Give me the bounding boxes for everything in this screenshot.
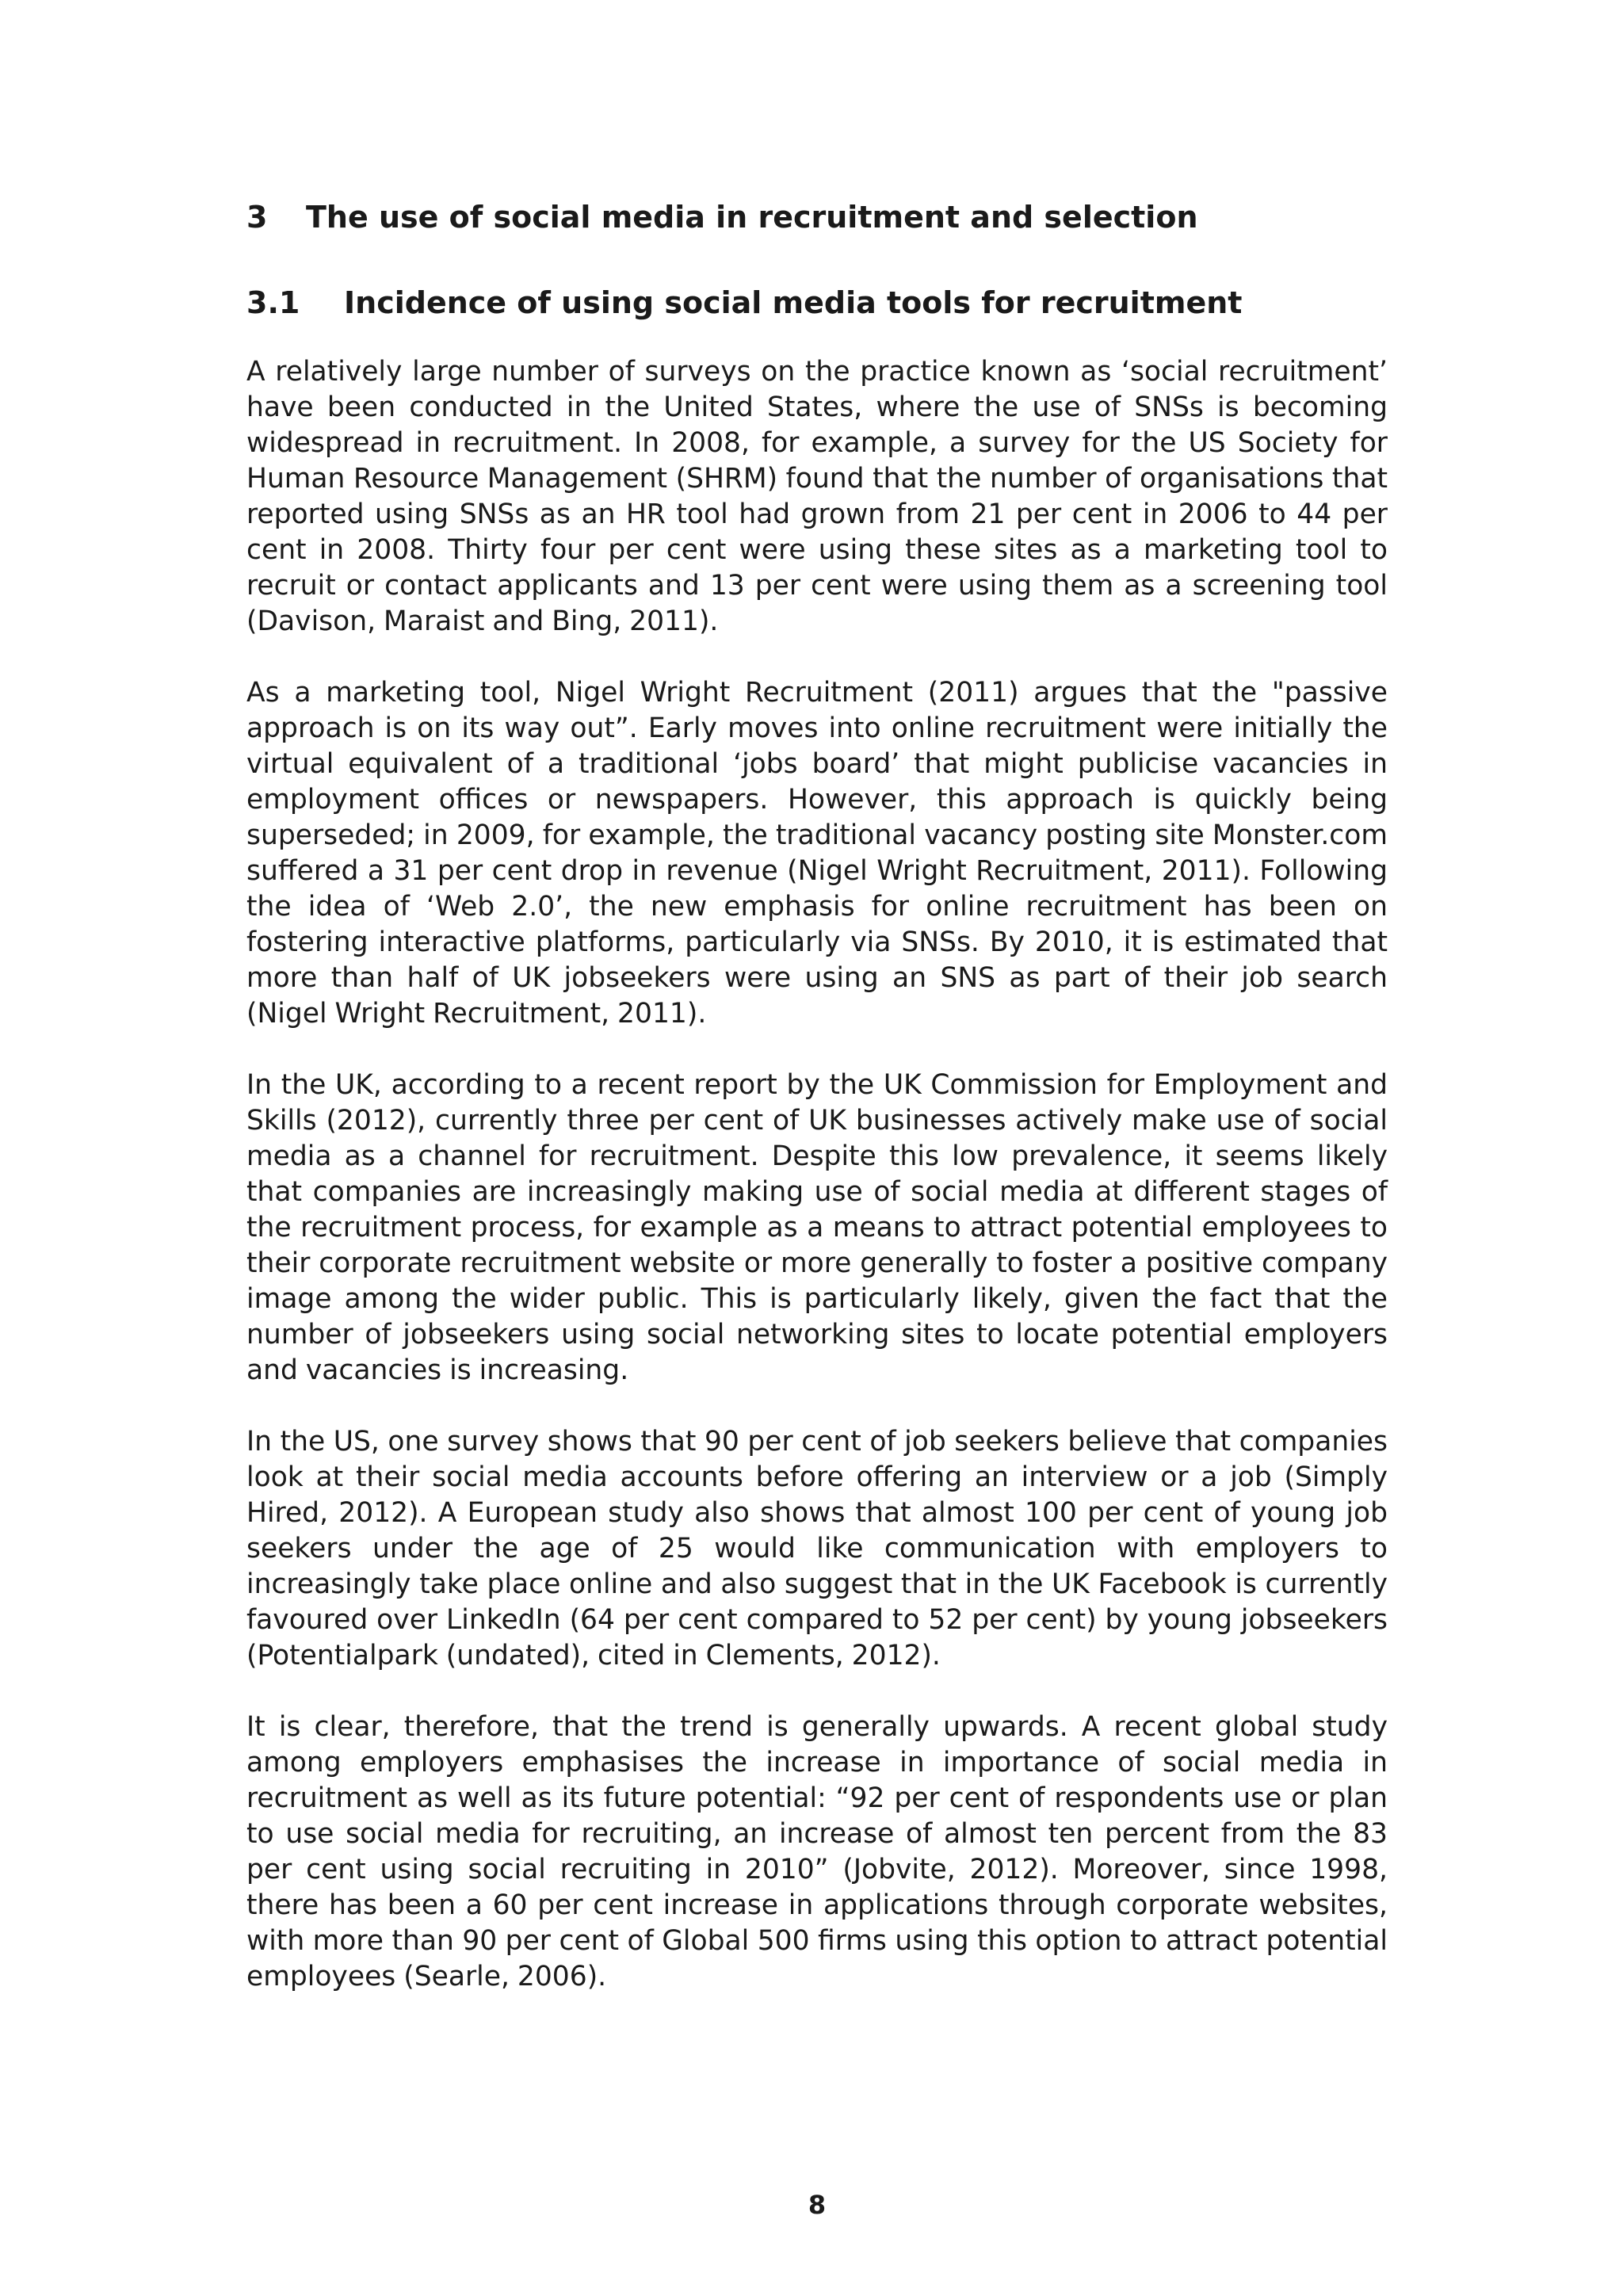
document-page xyxy=(246,0,1388,2296)
paragraph-4: In the US, one survey shows that 90 per cent of job seekers believe that companies look at their social media accounts before offering an interview or a job (Simply Hired, 2012). A European study also shows that almost 100 per cent of young job seekers under the age of 25 would like communication with employers to increasingly take place online and also suggest that in the UK Facebook is currently favoured over LinkedIn (64 per cent compared to 52 per cent) by young jobseekers (Potentialpark (undated), cited in Clements, 2012). xyxy=(246,1426,1388,1671)
section-title: The use of social media in recruitment and selection xyxy=(306,200,1198,235)
body-text xyxy=(246,354,1388,2030)
paragraph-1: A relatively large number of surveys on the practice known as ‘social recruitment’ have been conducted in the United States, where the use of SNSs is becoming widespread in recruitment. In 2008, for example, a survey for the US Society for Human Resource Management (SHRM) found that the number of organisations that reported using SNSs as an HR tool had grown from 21 per cent in 2006 to 44 per cent in 2008. Thirty four per cent were using these sites as a marketing tool to recruit or contact applicants and 13 per cent were using them as a screening tool (Davison, Maraist and Bing, 2011). xyxy=(246,356,1388,637)
section-number: 3 xyxy=(246,200,268,235)
paragraph-2: As a marketing tool, Nigel Wright Recruitment (2011) argues that the "passive approach is on its way out”. Early moves into online recruitment were initially the virtual equivalent of a traditional ‘jobs board’ that might publicise vacancies in employment offices or newspapers. However, this approach is quickly being superseded; in 2009, for example, the traditional vacancy posting site Monster.com suffered a 31 per cent drop in revenue (Nigel Wright Recruitment, 2011). Following the idea of ‘Web 2.0’, the new emphasis for online recruitment has been on fostering interactive platforms, particularly via SNSs. By 2010, it is estimated that more than half of UK jobseekers were using an SNS as part of their job search (Nigel Wright Recruitment, 2011). xyxy=(246,677,1388,1030)
subsection-title: Incidence of using social media tools for recruitment xyxy=(344,285,1243,320)
subsection-heading xyxy=(246,284,1242,322)
section-heading xyxy=(246,198,1198,236)
subsection-number: 3.1 xyxy=(246,285,300,320)
paragraph-3: In the UK, according to a recent report by the UK Commission for Employment and Skills (2012), currently three per cent of UK businesses actively make use of social media as a channel for recruitment. Despite this low prevalence, it seems likely that companies are increasingly making use of social media at different stages of the recruitment process, for example as a means to attract potential employees to their corporate recruitment website or more generally to foster a positive company image among the wider public. This is particularly likely, given the fact that the number of jobseekers using social networking sites to locate potential employers and vacancies is increasing. xyxy=(246,1069,1388,1386)
page-number: 8 xyxy=(808,2190,827,2220)
paragraph-5: It is clear, therefore, that the trend is generally upwards. A recent global study among employers emphasises the increase in importance of social media in recruitment as well as its future potential: “92 per cent of respondents use or plan to use social media for recruiting, an increase of almost ten percent from the 83 per cent using social recruiting in 2010” (Jobvite, 2012). Moreover, since 1998, there has been a 60 per cent increase in applications through corporate websites, with more than 90 per cent of Global 500 firms using this option to attract potential employees (Searle, 2006). xyxy=(246,1711,1388,1992)
